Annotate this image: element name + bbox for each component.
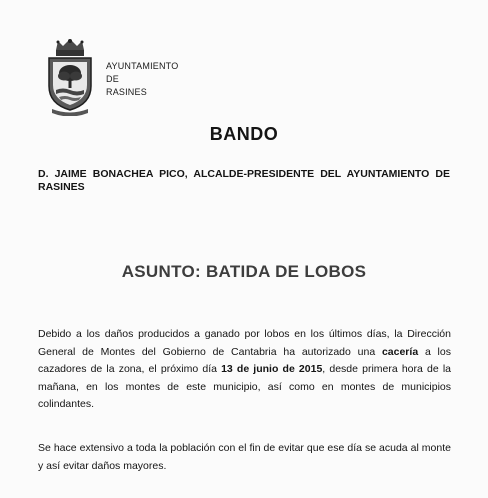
paragraph-text: a los cazadores de la zona, el próximo día (38, 345, 451, 375)
municipal-coat-of-arms-icon (44, 38, 96, 116)
announcement-paragraph (38, 326, 451, 414)
paragraph-text: Debido a los daños producidos a ganado por lobos en los últimos días, la Dirección General de Montes del Gobierno de Cantabria ha autorizado una (38, 328, 451, 358)
municipality-name (106, 60, 178, 99)
document-title: BANDO (209, 124, 279, 144)
highlight-date: 13 de junio de 2015 (221, 363, 323, 375)
org-line: AYUNTAMIENTO (106, 61, 179, 71)
subject-heading: ASUNTO: BATIDA DE LOBOS (121, 262, 367, 281)
mayor-heading: D. JAIME BONACHEA PICO, ALCALDE-PRESIDENTE DEL AYUNTAMIENTO DE RASINES (38, 168, 450, 193)
org-line: DE (106, 74, 119, 84)
org-line: RASINES (106, 87, 147, 97)
paragraph-text: , desde primera hora de la mañana, en los montes de este municipio, así como en montes de municipios colindantes. (38, 363, 451, 410)
highlight-text: cacería (381, 345, 419, 358)
notice-paragraph: Se hace extensivo a toda la población con el fin de evitar que ese día se acuda al monte y así evitar daños mayores. (38, 442, 451, 472)
